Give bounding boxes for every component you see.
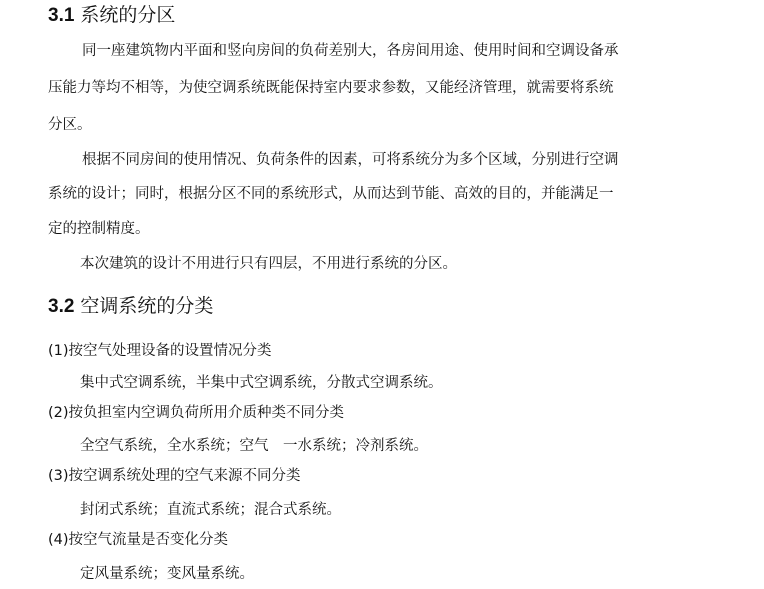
list-item-detail: 集中式空调系统，半集中式空调系统，分散式空调系统。 xyxy=(80,375,443,391)
section-title: 系统的分区 xyxy=(80,4,176,26)
section-heading-3-1 xyxy=(48,3,175,28)
list-item-detail: 全空气系统，全水系统；空气 一水系统；冷剂系统。 xyxy=(80,438,428,454)
list-item-heading: (2)按负担室内空调负荷所用介质种类不同分类 xyxy=(48,405,345,421)
section-title: 空调系统的分类 xyxy=(80,295,214,317)
paragraph-line: 本次建筑的设计不用进行只有四层，不用进行系统的分区。 xyxy=(80,256,457,272)
paragraph-line: 系统的设计；同时，根据分区不同的系统形式，从而达到节能、高效的目的，并能满足一 xyxy=(48,186,614,202)
list-item-detail: 定风量系统；变风量系统。 xyxy=(80,566,254,582)
paragraph-line: 分区。 xyxy=(48,117,92,133)
paragraph-line: 同一座建筑物内平面和竖向房间的负荷差别大，各房间用途、使用时间和空调设备承 xyxy=(82,43,619,59)
list-item-heading: (4)按空气流量是否变化分类 xyxy=(48,532,229,548)
list-item-heading: (3)按空调系统处理的空气来源不同分类 xyxy=(48,468,301,484)
list-item-heading: (1)按空气处理设备的设置情况分类 xyxy=(48,343,272,359)
section-heading-3-2 xyxy=(48,294,213,319)
section-number: 3.2 xyxy=(48,296,75,317)
paragraph-line: 压能力等均不相等，为使空调系统既能保持室内要求参数，又能经济管理，就需要将系统 xyxy=(48,80,614,96)
paragraph-line: 定的控制精度。 xyxy=(48,221,150,237)
section-number: 3.1 xyxy=(48,5,75,26)
list-item-detail: 封闭式系统；直流式系统；混合式系统。 xyxy=(80,502,341,518)
paragraph-line: 根据不同房间的使用情况、负荷条件的因素，可将系统分为多个区域，分别进行空调 xyxy=(82,152,619,168)
